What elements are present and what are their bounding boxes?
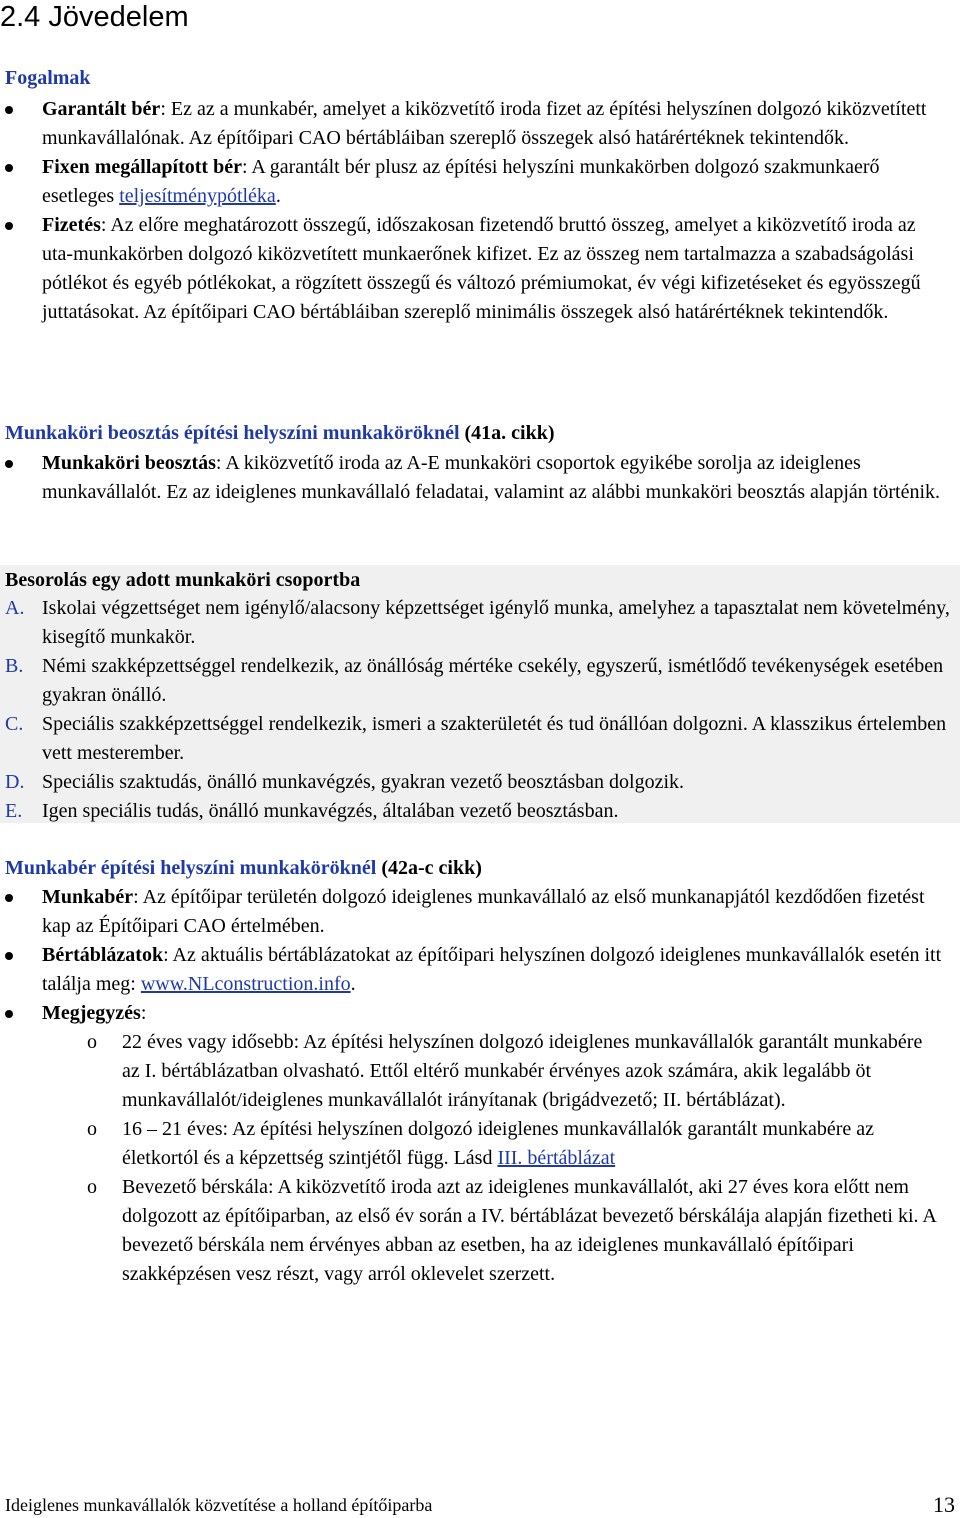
list-item: Bértáblázatok: Az aktuális bértáblázatokat az építőipari helyszínen dolgozó ideiglenes munkavállalók esetén itt találja meg: www.NLconstruction.info.	[0, 941, 960, 999]
bullet-icon	[5, 460, 13, 468]
term: Munkabér	[42, 886, 134, 908]
link-nlconstruction[interactable]: www.NLconstruction.info	[140, 973, 351, 995]
classification-box	[0, 565, 960, 823]
term: Munkaköri beosztás	[42, 452, 216, 474]
bullet-icon	[5, 222, 13, 230]
bullet-icon	[5, 164, 13, 172]
section-title-munkakori-beosztas: Munkaköri beosztás építési helyszíni munkaköröknél (41a. cikk)	[5, 422, 555, 444]
group-item-d: D. Speciális szaktudás, önálló munkavégzés, gyakran vezető beosztásban dolgozik.	[5, 771, 685, 793]
bullet-icon	[5, 894, 13, 902]
term: Bértáblázatok	[42, 944, 164, 966]
term: Garantált bér	[42, 98, 161, 120]
fogalmak-list	[0, 95, 960, 327]
footer-title: Ideiglenes munkavállalók közvetítése a holland építőiparba	[5, 1495, 433, 1515]
list-item: Munkaköri beosztás: A kiközvetítő iroda az A-E munkaköri csoportok egyikébe sorolja az ideiglenes munkavállalót. Ez az ideiglenes munkavállaló feladatai, valamint az alábbi munkaköri beosztás alapján történik.	[0, 449, 960, 507]
group-item-a: A. Iskolai végzettséget nem igénylő/alacsony képzettséget igénylő munka, amelyhez a tapasztalat nem követelmény, kisegítő munkakör.	[5, 597, 950, 648]
term: Fixen megállapított bér	[42, 156, 242, 178]
list-item: Megjegyzés: o 22 éves vagy idősebb: Az építési helyszínen dolgozó ideiglenes munkavállalók garantált munkabére az I. bértáblázatban olvasható. Ettől eltérő munkabér érvényes azok számára, akik legalább öt munkavállalót/ideiglenes munkavállalót irányítanak (brigádvezető; II. bértáblázat). o 16 – 21 éves: Az építési helyszínen dolgozó ideiglenes munkavállalók garantált munkabére az életkortól és a képzettség szintjétől függ. Lásd III. bértáblázat o Bevezető bérskála: A kiközvetítő iroda azt az ideiglenes munkavállalót, aki 27 éves kora előtt nem dolgozott az építőiparban, az első év során a IV. bértáblázat bevezető bérskálája alapján fizetheti ki. A bevezető bérskála nem érvényes abban az esetben, ha az ideiglenes munkavállaló építőipari szakképzésen vesz részt, vagy arról oklevelet szerzett.	[0, 999, 960, 1289]
term: Fizetés	[42, 214, 101, 236]
page-heading: 2.4 Jövedelem	[0, 1, 189, 33]
group-list	[0, 594, 960, 826]
beosztas-list	[0, 449, 960, 507]
bullet-icon	[5, 1010, 13, 1018]
munkaber-list	[0, 883, 960, 1289]
bullet-icon	[5, 952, 13, 960]
section-title-munkaber: Munkabér építési helyszíni munkaköröknél (42a-c cikk)	[5, 857, 482, 879]
section-title-fogalmak: Fogalmak	[5, 67, 91, 89]
page-number: 13	[933, 1492, 955, 1517]
link-teljesitmenypotleka[interactable]: teljesítménypótléka	[119, 185, 276, 207]
sub-item: o 16 – 21 éves: Az építési helyszínen dolgozó ideiglenes munkavállalók garantált munkabére az életkortól és a képzettség szintjétől függ. Lásd III. bértáblázat	[87, 1118, 874, 1169]
list-item: Garantált bér: Ez az a munkabér, amelyet a kiközvetítő iroda fizet az építési helyszínen dolgozó kiközvetített munkavállalónak. Az építőipari CAO bértábláiban szereplő összegek alsó határértéknek tekintendők.	[0, 95, 960, 153]
sub-item: o Bevezető bérskála: A kiközvetítő iroda azt az ideiglenes munkavállalót, aki 27 éves kora előtt nem dolgozott az építőiparban, az első év során a IV. bértáblázat bevezető bérskálája alapján fizetheti ki. A bevezető bérskála nem érvényes abban az esetben, ha az ideiglenes munkavállaló építőipari szakképzésen vesz részt, vagy arról oklevelet szerzett.	[87, 1176, 936, 1285]
box-title: Besorolás egy adott munkaköri csoportba	[5, 569, 361, 591]
group-item-c: C. Speciális szakképzettséggel rendelkezik, ismeri a szakterületét és tud önállóan dolgozni. A klasszikus értelemben vett mesterember.	[5, 713, 947, 764]
group-item-e: E. Igen speciális tudás, önálló munkavégzés, általában vezető beosztásban.	[5, 800, 619, 822]
link-iii-bertablazat[interactable]: III. bértáblázat	[497, 1147, 616, 1169]
list-item: Fixen megállapított bér: A garantált bér plusz az építési helyszíni munkakörben dolgozó szakmunkaerő esetleges teljesítménypótléka.	[0, 153, 960, 211]
term: Megjegyzés	[42, 1002, 141, 1024]
list-item: Fizetés: Az előre meghatározott összegű, időszakosan fizetendő bruttó összeg, amelyet a kiközvetítő iroda az uta-munkakörben dolgozó kiközvetített munkaerőnek kifizet. Ez az összeg nem tartalmazza a szabadságolási pótlékot és egyéb pótlékokat, a rögzített összegű és változó prémiumokat, év végi kifizetéseket és egyösszegű juttatásokat. Az építőipari CAO bértábláiban szereplő minimális összegek alsó határértéknek tekintendők.	[0, 211, 960, 327]
bullet-icon	[5, 106, 13, 114]
list-item: Munkabér: Az építőipar területén dolgozó ideiglenes munkavállaló az első munkanapjától kezdődően fizetést kap az Építőipari CAO értelmében.	[0, 883, 960, 941]
note-sublist	[42, 1028, 950, 1289]
sub-item: o 22 éves vagy idősebb: Az építési helyszínen dolgozó ideiglenes munkavállalók garantált munkabére az I. bértáblázatban olvasható. Ettől eltérő munkabér érvényes azok számára, akik legalább öt munkavállalót/ideiglenes munkavállalót irányítanak (brigádvezető; II. bértáblázat).	[87, 1031, 923, 1111]
group-item-b: B. Némi szakképzettséggel rendelkezik, az önállóság mértéke csekély, egyszerű, ismétlődő tevékenységek esetében gyakran önálló.	[5, 655, 944, 706]
